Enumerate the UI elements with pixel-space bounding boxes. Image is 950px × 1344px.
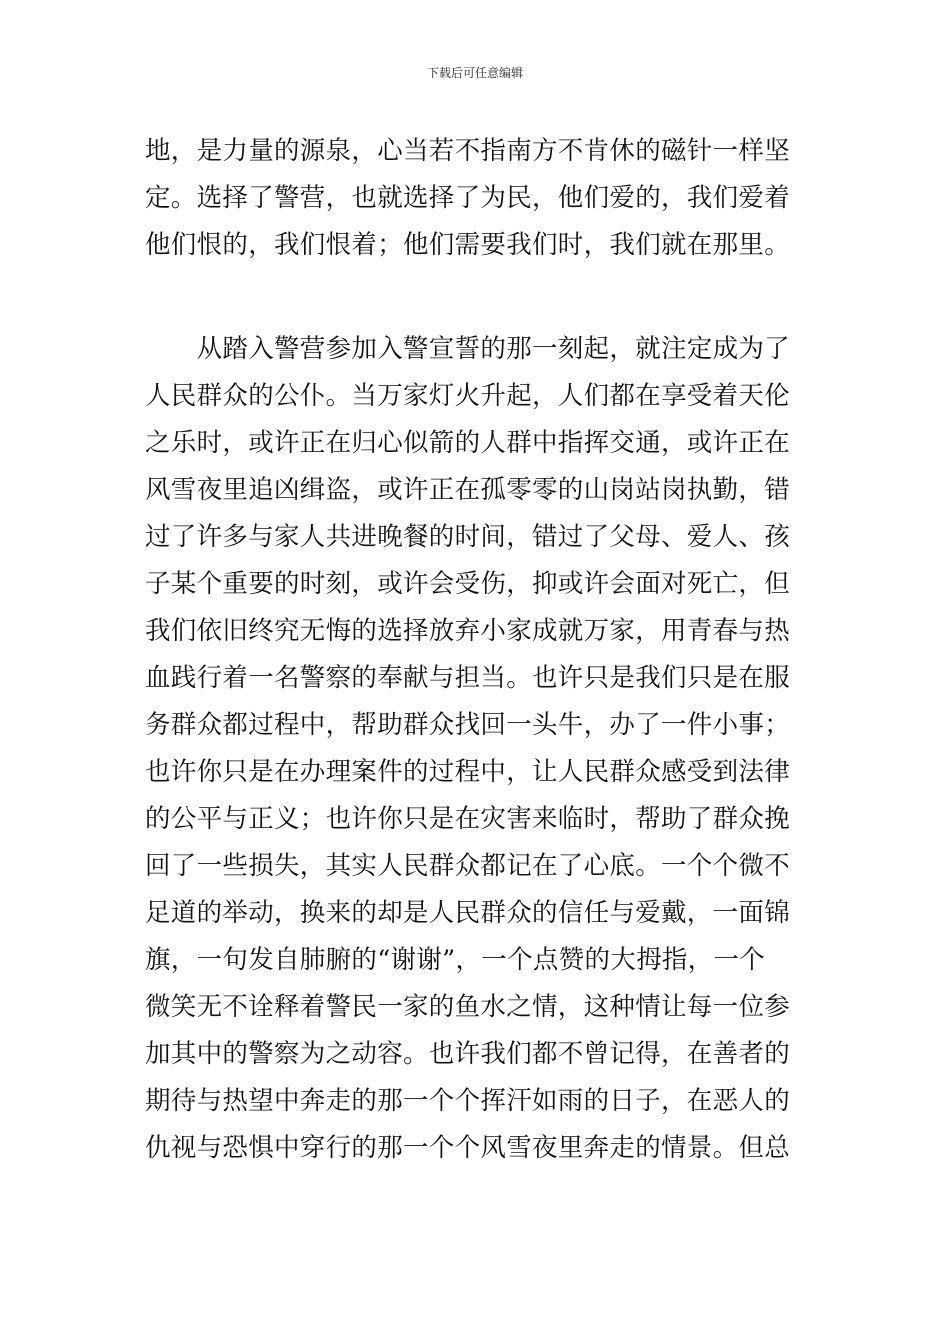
- text-line: 的公平与正义；也许你只是在灾害来临时，帮助了群众挽: [145, 804, 791, 834]
- text-line: 加其中的警察为之动容。也许我们都不曾记得，在善者的: [145, 1039, 791, 1069]
- text-line: 人民群众的公仆。当万家灯火升起，人们都在享受着天伦: [145, 381, 791, 411]
- page-header: 下载后可任意编辑: [426, 66, 523, 80]
- text-line: 仇视与恐惧中穿行的那一个个风雪夜里奔走的情景。但总: [145, 1133, 791, 1163]
- text-line: 风雪夜里追凶缉盗，或许正在孤零零的山岗站岗执勤，错: [145, 475, 791, 505]
- text-line: 定。选择了警营，也就选择了为民，他们爱的，我们爱着: [145, 183, 791, 213]
- text-line: 血践行着一名警察的奉献与担当。也许只是我们只是在服: [145, 663, 791, 693]
- text-line: 过了许多与家人共进晚餐的时间，错过了父母、爱人、孩: [145, 522, 791, 552]
- text-line: 之乐时，或许正在归心似箭的人群中指挥交通，或许正在: [145, 428, 791, 458]
- text-line: 务群众都过程中，帮助群众找回一头牛，办了一件小事；: [145, 710, 791, 740]
- text-line: 我们依旧终究无悔的选择放弃小家成就万家，用青春与热: [145, 616, 791, 646]
- text-line: 期待与热望中奔走的那一个个挥汗如雨的日子，在恶人的: [145, 1086, 791, 1116]
- text-line: 回了一些损失，其实人民群众都记在了心底。一个个微不: [145, 851, 791, 881]
- text-line: 地，是力量的源泉，心当若不指南方不肯休的磁针一样坚: [145, 136, 791, 166]
- text-line: 旗，一句发自肺腑的“谢谢”，一个点赞的大拇指，一个: [145, 945, 766, 975]
- text-line: 他们恨的，我们恨着；他们需要我们时，我们就在那里。: [145, 230, 791, 260]
- text-line: 足道的举动，换来的却是人民群众的信任与爱戴，一面锦: [145, 898, 791, 928]
- text-line: 微笑无不诠释着警民一家的鱼水之情，这种情让每一位参: [145, 992, 791, 1022]
- text-line: 从踏入警营参加入警宣誓的那一刻起，就注定成为了: [145, 334, 791, 364]
- text-line: 子某个重要的时刻，或许会受伤，抑或许会面对死亡，但: [145, 569, 791, 599]
- text-line: 也许你只是在办理案件的过程中，让人民群众感受到法律: [145, 757, 791, 787]
